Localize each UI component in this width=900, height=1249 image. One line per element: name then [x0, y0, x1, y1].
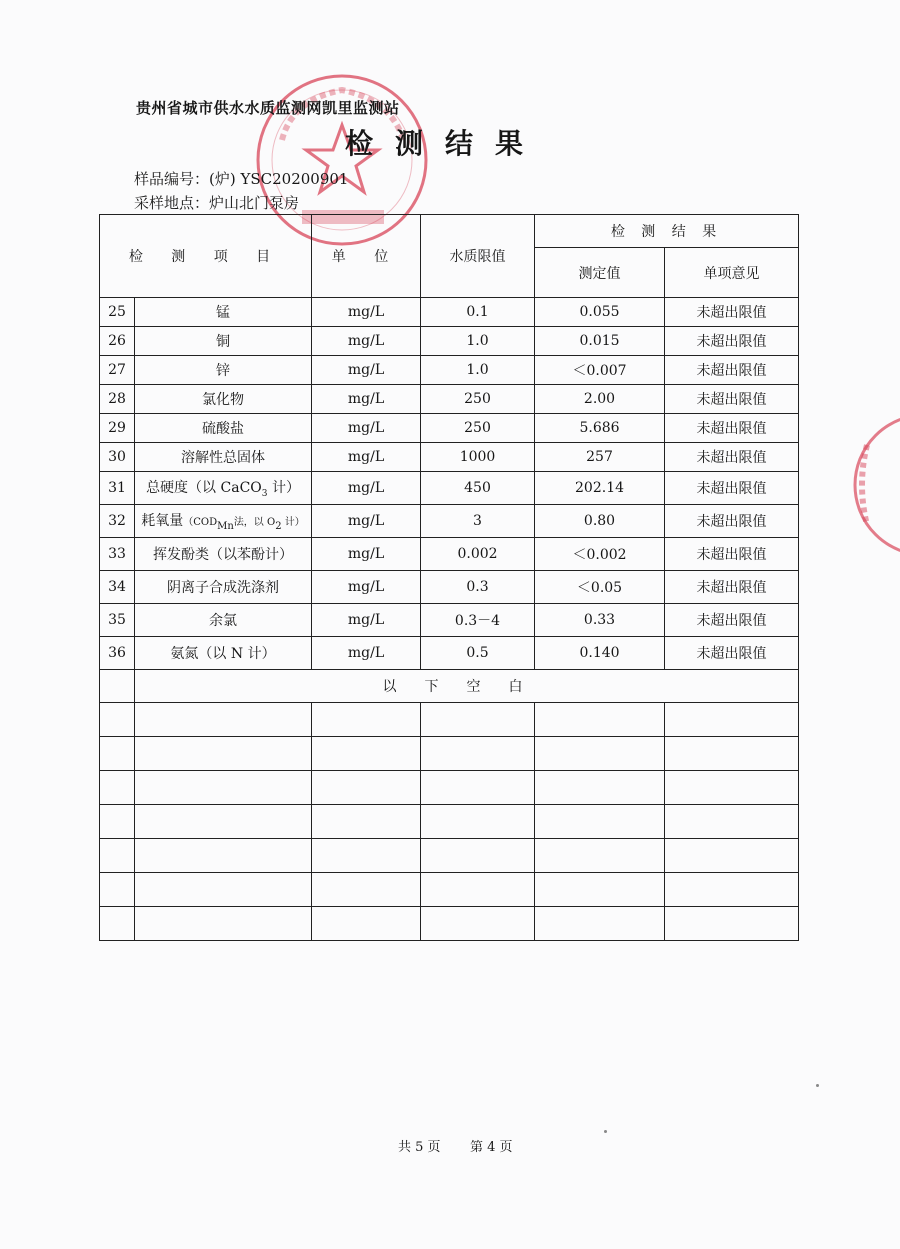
header-limit: 水质限值: [421, 215, 535, 298]
row-opinion: 未超出限值: [665, 298, 799, 327]
row-number: 30: [100, 443, 135, 472]
row-limit: 250: [421, 385, 535, 414]
header-results: 检 测 结 果: [535, 215, 799, 248]
table-row: [100, 298, 799, 327]
partial-seal-stamp: [845, 405, 900, 565]
sample-site: 采样地点：炉山北门泵房: [134, 194, 300, 212]
row-value: 202.14: [535, 472, 665, 505]
row-number: 25: [100, 298, 135, 327]
row-item-text: 耗氧量: [141, 513, 184, 530]
row-number: 26: [100, 327, 135, 356]
subscript: Mn: [217, 520, 234, 532]
row-item: 氨氮（以 N 计）: [135, 637, 312, 670]
row-opinion: 未超出限值: [665, 538, 799, 571]
table-row: [100, 538, 799, 571]
table-row: [100, 604, 799, 637]
row-opinion: 未超出限值: [665, 356, 799, 385]
row-opinion: 未超出限值: [665, 571, 799, 604]
row-number: 29: [100, 414, 135, 443]
row-unit: mg/L: [312, 571, 421, 604]
row-opinion: 未超出限值: [665, 414, 799, 443]
table-row: [100, 472, 799, 505]
row-value: 0.015: [535, 327, 665, 356]
table-row: [100, 443, 799, 472]
row-value: 0.055: [535, 298, 665, 327]
row-unit: mg/L: [312, 298, 421, 327]
row-item: [135, 505, 312, 538]
row-number: 28: [100, 385, 135, 414]
row-item-note: 计）: [281, 517, 305, 529]
row-opinion: 未超出限值: [665, 604, 799, 637]
table-row: [100, 571, 799, 604]
row-unit: mg/L: [312, 604, 421, 637]
row-item-text: 计）: [267, 480, 300, 497]
table-row: [100, 356, 799, 385]
row-item: 铜: [135, 327, 312, 356]
row-item: 锌: [135, 356, 312, 385]
scan-speck: [816, 1084, 819, 1087]
blank-row: [100, 907, 799, 941]
blank-row: [100, 805, 799, 839]
row-unit: mg/L: [312, 505, 421, 538]
row-limit: 1000: [421, 443, 535, 472]
row-unit: mg/L: [312, 327, 421, 356]
row-number: [100, 670, 135, 703]
header-item: 检 测 项 目: [100, 215, 312, 298]
blank-row: [100, 873, 799, 907]
row-unit: mg/L: [312, 637, 421, 670]
row-item: [135, 472, 312, 505]
header-opinion: 单项意见: [665, 248, 799, 298]
row-number: 31: [100, 472, 135, 505]
row-number: 33: [100, 538, 135, 571]
table-row: [100, 414, 799, 443]
sample-number: 样品编号：(炉) YSC20200901: [134, 170, 349, 188]
row-limit: 0.3－4: [421, 604, 535, 637]
row-value: ＜0.05: [535, 571, 665, 604]
row-item: 氯化物: [135, 385, 312, 414]
row-unit: mg/L: [312, 443, 421, 472]
results-table: [99, 214, 799, 941]
row-unit: mg/L: [312, 414, 421, 443]
page-total: 共 5 页: [398, 1140, 441, 1155]
row-opinion: 未超出限值: [665, 505, 799, 538]
row-opinion: 未超出限值: [665, 443, 799, 472]
row-number: 35: [100, 604, 135, 637]
row-limit: 0.3: [421, 571, 535, 604]
table-row: [100, 385, 799, 414]
row-opinion: 未超出限值: [665, 385, 799, 414]
row-opinion: 未超出限值: [665, 472, 799, 505]
row-item: 溶解性总固体: [135, 443, 312, 472]
row-value: 257: [535, 443, 665, 472]
table-row: [100, 637, 799, 670]
row-number: 32: [100, 505, 135, 538]
blank-row: [100, 839, 799, 873]
subscript: 3: [261, 488, 268, 499]
row-value: ＜0.007: [535, 356, 665, 385]
row-limit: 0.1: [421, 298, 535, 327]
row-unit: mg/L: [312, 356, 421, 385]
row-value: 2.00: [535, 385, 665, 414]
row-value: ＜0.002: [535, 538, 665, 571]
organization-name: 贵州省城市供水水质监测网凯里监测站: [136, 99, 400, 117]
blank-row: [100, 771, 799, 805]
blank-row: [100, 703, 799, 737]
row-opinion: 未超出限值: [665, 637, 799, 670]
row-value: 5.686: [535, 414, 665, 443]
row-item: 挥发酚类（以苯酚计）: [135, 538, 312, 571]
row-number: 27: [100, 356, 135, 385]
header-measured: 测定值: [535, 248, 665, 298]
page-title: 检测结果: [345, 127, 546, 160]
table-row: [100, 505, 799, 538]
row-item: 余氯: [135, 604, 312, 637]
row-item-note: （COD: [183, 517, 218, 529]
blank-row: [100, 737, 799, 771]
row-limit: 1.0: [421, 356, 535, 385]
row-item: 锰: [135, 298, 312, 327]
row-limit: 450: [421, 472, 535, 505]
row-opinion: 未超出限值: [665, 327, 799, 356]
row-item-text: 总硬度（以 CaCO: [146, 480, 262, 497]
scan-speck: [604, 1130, 607, 1133]
row-limit: 250: [421, 414, 535, 443]
end-row: [100, 670, 799, 703]
page-number: 第 4 页: [470, 1140, 513, 1155]
end-note: 以下空白: [135, 670, 799, 703]
subscript: 2: [275, 520, 282, 532]
table-row: [100, 327, 799, 356]
row-number: 34: [100, 571, 135, 604]
row-limit: 3: [421, 505, 535, 538]
row-unit: mg/L: [312, 472, 421, 505]
row-value: 0.80: [535, 505, 665, 538]
row-item-note: 法，以 O: [233, 517, 276, 529]
row-limit: 0.002: [421, 538, 535, 571]
row-item: 阴离子合成洗涤剂: [135, 571, 312, 604]
row-limit: 1.0: [421, 327, 535, 356]
row-limit: 0.5: [421, 637, 535, 670]
header-unit: 单 位: [312, 215, 421, 298]
row-unit: mg/L: [312, 538, 421, 571]
row-unit: mg/L: [312, 385, 421, 414]
row-number: 36: [100, 637, 135, 670]
row-item: 硫酸盐: [135, 414, 312, 443]
row-value: 0.33: [535, 604, 665, 637]
row-value: 0.140: [535, 637, 665, 670]
